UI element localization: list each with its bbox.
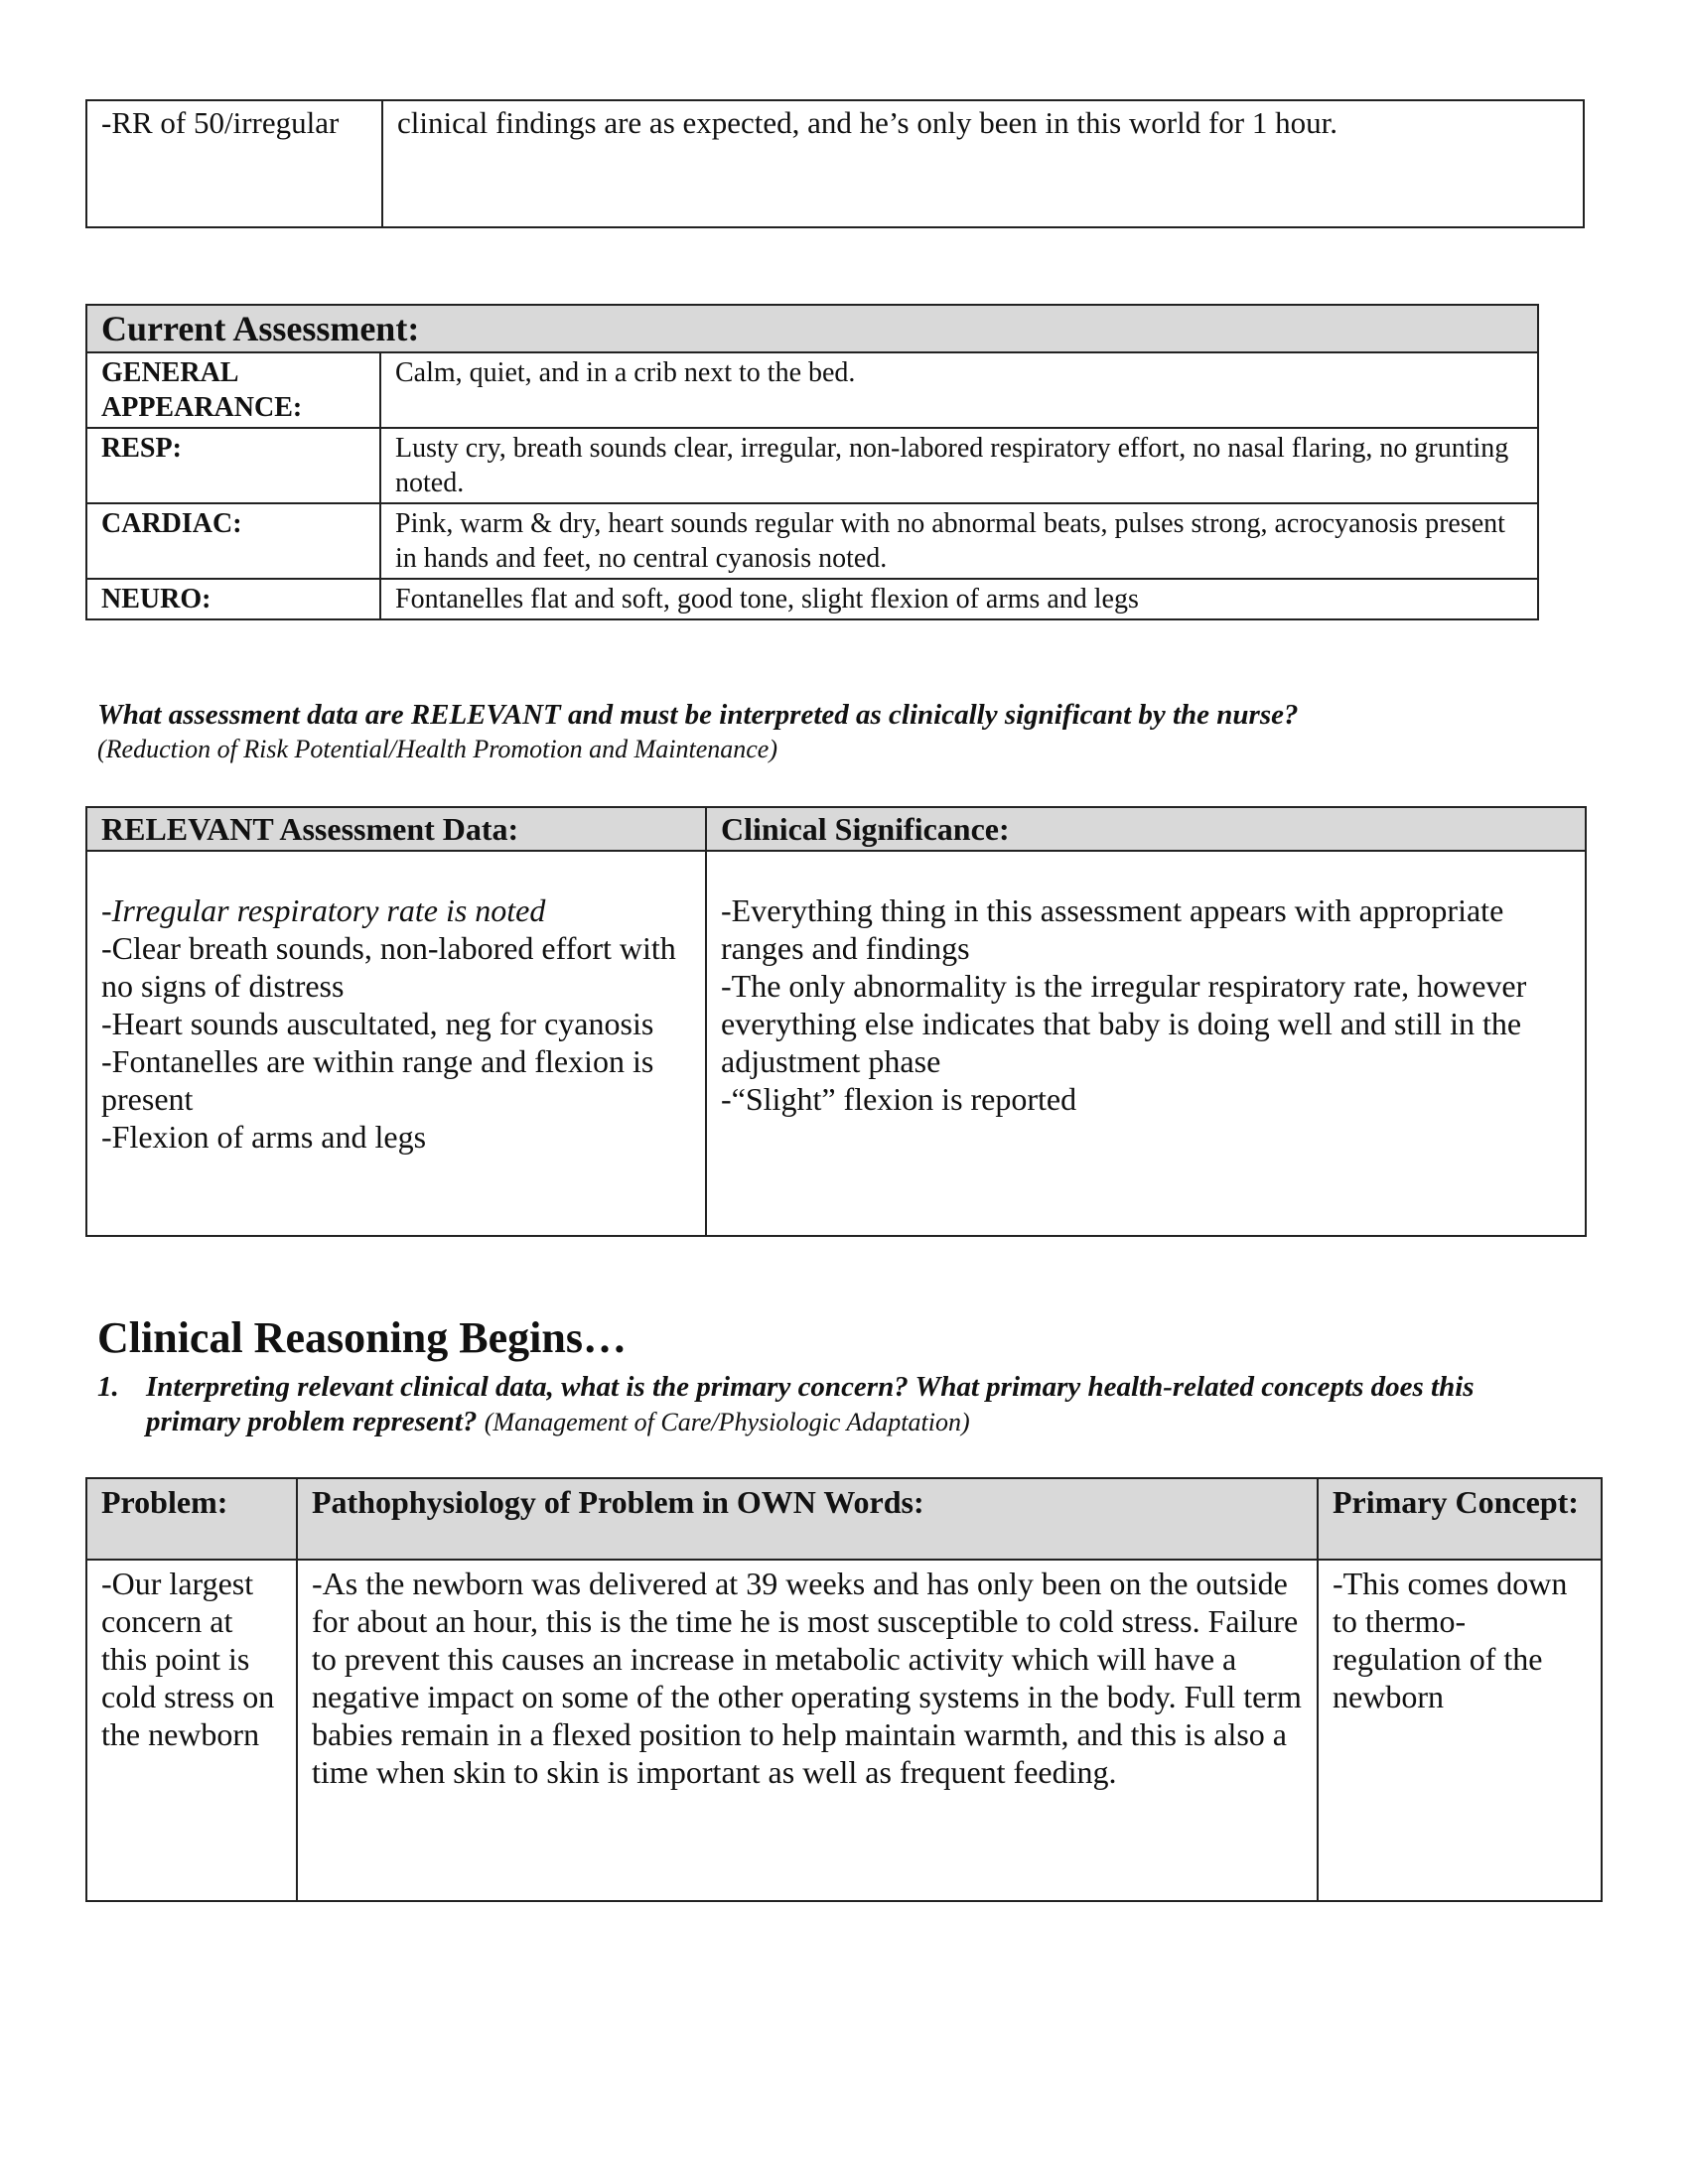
- relevant-data-items: -Clear breath sounds, non-labored effort with no signs of distress -Heart sounds auscultated, neg for cyanosis -Fontanelles are within range and flexion is present -Flexion of arms and legs: [101, 930, 676, 1155]
- clinical-reasoning-title: Clinical Reasoning Begins…: [97, 1313, 627, 1362]
- table-row: [86, 579, 1538, 619]
- top-table: [85, 99, 1585, 228]
- pathophysiology-header: Pathophysiology of Problem in OWN Words:: [297, 1478, 1318, 1560]
- problem-cell: -Our largest concern at this point is cold stress on the newborn: [86, 1560, 297, 1901]
- clinical-significance-cell: -Everything thing in this assessment appears with appropriate ranges and findings -The only abnormality is the irregular respiratory rate, however everything else indicates that baby is doing well and still in the adjustment phase -“Slight” flexion is reported: [706, 851, 1586, 1236]
- relevant-data-header: RELEVANT Assessment Data:: [86, 807, 706, 851]
- problem-table: [85, 1477, 1603, 1902]
- table-row: [86, 503, 1538, 579]
- assessment-label: NEURO:: [86, 579, 380, 619]
- relevant-data-table: [85, 806, 1587, 1237]
- assessment-value: Calm, quiet, and in a crib next to the bed.: [380, 352, 1538, 428]
- table-row: [86, 428, 1538, 503]
- question-subtext: (Management of Care/Physiologic Adaptation): [484, 1408, 970, 1436]
- clinical-significance-header: Clinical Significance:: [706, 807, 1586, 851]
- relevant-question-subtext: (Reduction of Risk Potential/Health Promotion and Maintenance): [97, 735, 778, 763]
- clinical-reasoning-question: [97, 1370, 1567, 1439]
- relevant-data-cell: [86, 851, 706, 1236]
- table-row: [86, 100, 1584, 227]
- assessment-value: Lusty cry, breath sounds clear, irregular, non-labored respiratory effort, no nasal flaring, no grunting noted.: [380, 428, 1538, 503]
- current-assessment-table: [85, 304, 1539, 620]
- question-number: 1.: [97, 1371, 119, 1403]
- assessment-value: Pink, warm & dry, heart sounds regular with no abnormal beats, pulses strong, acrocyanosis present in hands and feet, no central cyanosis noted.: [380, 503, 1538, 579]
- table-header-row: [86, 1478, 1602, 1560]
- top-table-right-cell: clinical findings are as expected, and he’s only been in this world for 1 hour.: [382, 100, 1584, 227]
- top-table-left-cell: -RR of 50/irregular: [86, 100, 382, 227]
- table-row: [86, 1560, 1602, 1901]
- relevant-question: What assessment data are RELEVANT and must be interpreted as clinically significant by the nurse?: [97, 699, 1299, 731]
- relevant-data-first-item: -Irregular respiratory rate is noted: [101, 892, 546, 928]
- pathophysiology-cell: -As the newborn was delivered at 39 weeks and has only been on the outside for about an hour, this is the time he is most susceptible to cold stress. Failure to prevent this causes an increase in metabolic activity which will have a negative impact on some of the other operating systems in the body. Full term babies remain in a flexed position to help maintain warmth, and this is also a time when skin to skin is important as well as frequent feeding.: [297, 1560, 1318, 1901]
- question-text: Interpreting relevant clinical data, what is the primary concern? What primary health-related concepts does this primary problem represent?: [146, 1371, 1475, 1437]
- table-row: [86, 851, 1586, 1236]
- assessment-value: Fontanelles flat and soft, good tone, slight flexion of arms and legs: [380, 579, 1538, 619]
- current-assessment-header: Current Assessment:: [86, 305, 1538, 352]
- assessment-label: CARDIAC:: [86, 503, 380, 579]
- primary-concept-cell: -This comes down to thermo-regulation of the newborn: [1318, 1560, 1602, 1901]
- table-row: [86, 352, 1538, 428]
- table-header-row: [86, 807, 1586, 851]
- assessment-label: RESP:: [86, 428, 380, 503]
- current-assessment-header-row: [86, 305, 1538, 352]
- problem-header: Problem:: [86, 1478, 297, 1560]
- assessment-label: GENERAL APPEARANCE:: [86, 352, 380, 428]
- primary-concept-header: Primary Concept:: [1318, 1478, 1602, 1560]
